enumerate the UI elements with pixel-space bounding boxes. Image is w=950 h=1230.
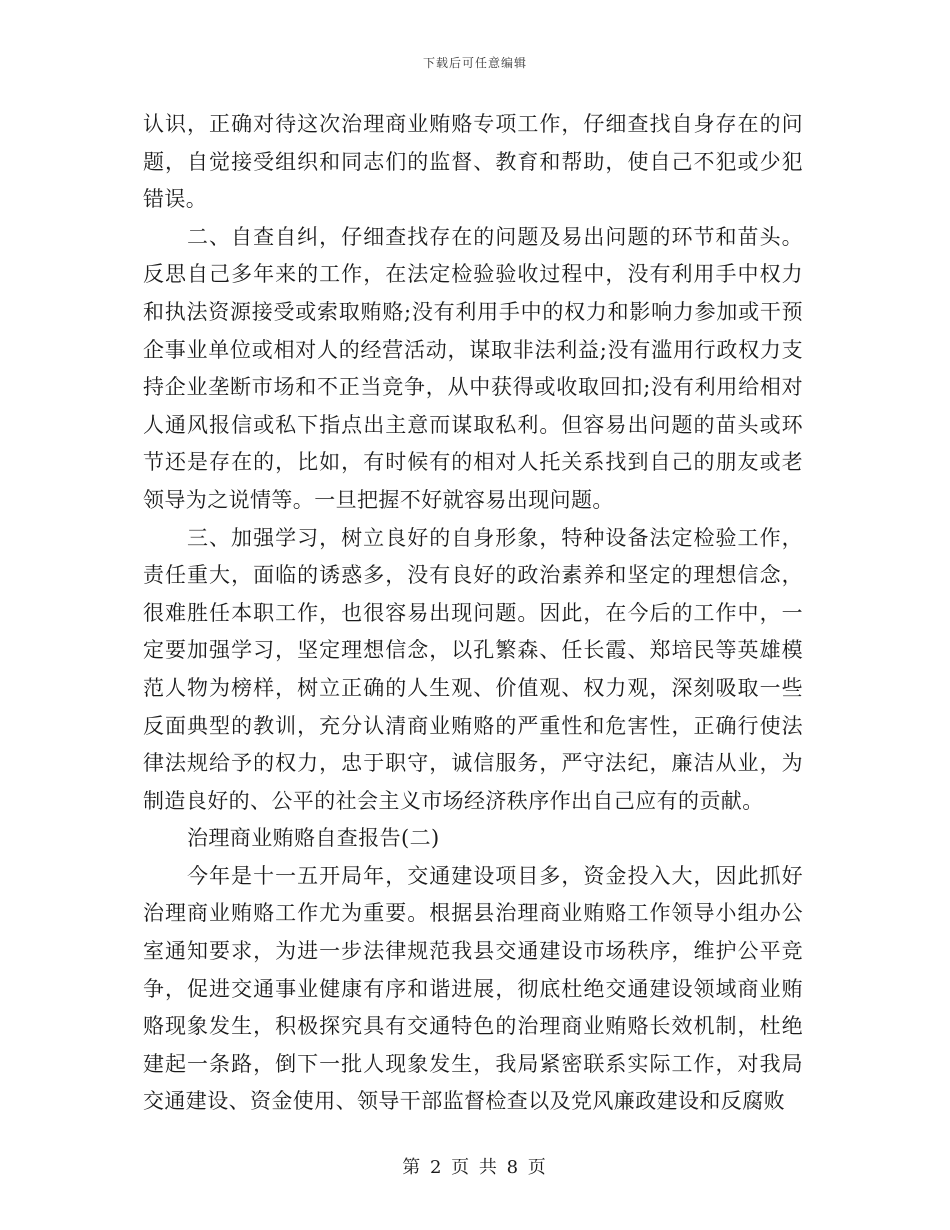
page-header-note: 下载后可任意编辑 [422,56,527,70]
page-number-footer: 第 2 页 共 8 页 [402,1157,548,1178]
paragraph-section-two: 二、自查自纠，仔细查找存在的问题及易出问题的环节和苗头。反思自己多年来的工作，在法定检验验收过程中，没有利用手中权力和执法资源接受或索取贿赂;没有利用手中的权力和影响力参加或干预企事业单位或相对人的经营活动，谋取非法利益;没有滥用行政权力支持企业垄断市场和不正当竞争，从中获得或收取回扣;没有利用给相对人通风报信或私下指点出主意而谋取私利。但容易出问题的苗头或环节还是存在的，比如，有时候有的相对人托关系找到自己的朋友或老领导为之说情等。一旦把握不好就容易出现问题。 [143,224,803,512]
paragraph-report-two-intro: 今年是十一五开局年，交通建设项目多，资金投入大，因此抓好治理商业贿赂工作尤为重要。根据县治理商业贿赂工作领导小组办公室通知要求，为进一步法律规范我县交通建设市场秩序，维护公平竞争，促进交通事业健康有序和谐进展，彻底杜绝交通建设领域商业贿赂现象发生，积极探究具有交通特色的治理商业贿赂长效机制，杜绝建起一条路，倒下一批人现象发生，我局紧密联系实际工作，对我局交通建设、资金使用、领导干部监督检查以及党风廉政建设和反腐败 [143,863,803,1114]
document-body [143,106,803,1121]
paragraph-section-three: 三、加强学习，树立良好的自身形象，特种设备法定检验工作，责任重大，面临的诱惑多，没有良好的政治素养和坚定的理想信念，很难胜任本职工作，也很容易出现问题。因此，在今后的工作中，一定要加强学习，坚定理想信念，以孔繁森、任长霞、郑培民等英雄模范人物为榜样，树立正确的人生观、价值观、权力观，深刻吸取一些反面典型的教训，充分认清商业贿赂的严重性和危害性，正确行使法律法规给予的权力，忠于职守，诚信服务，严守法纪，廉洁从业，为制造良好的、公平的社会主义市场经济秩序作出自己应有的贡献。 [143,525,803,813]
paragraph-continuation: 认识，正确对待这次治理商业贿赂专项工作，仔细查找自身存在的问题，自觉接受组织和同志们的监督、教育和帮助，使自己不犯或少犯错误。 [143,112,803,212]
section-heading: 治理商业贿赂自查报告(二) [187,826,440,851]
